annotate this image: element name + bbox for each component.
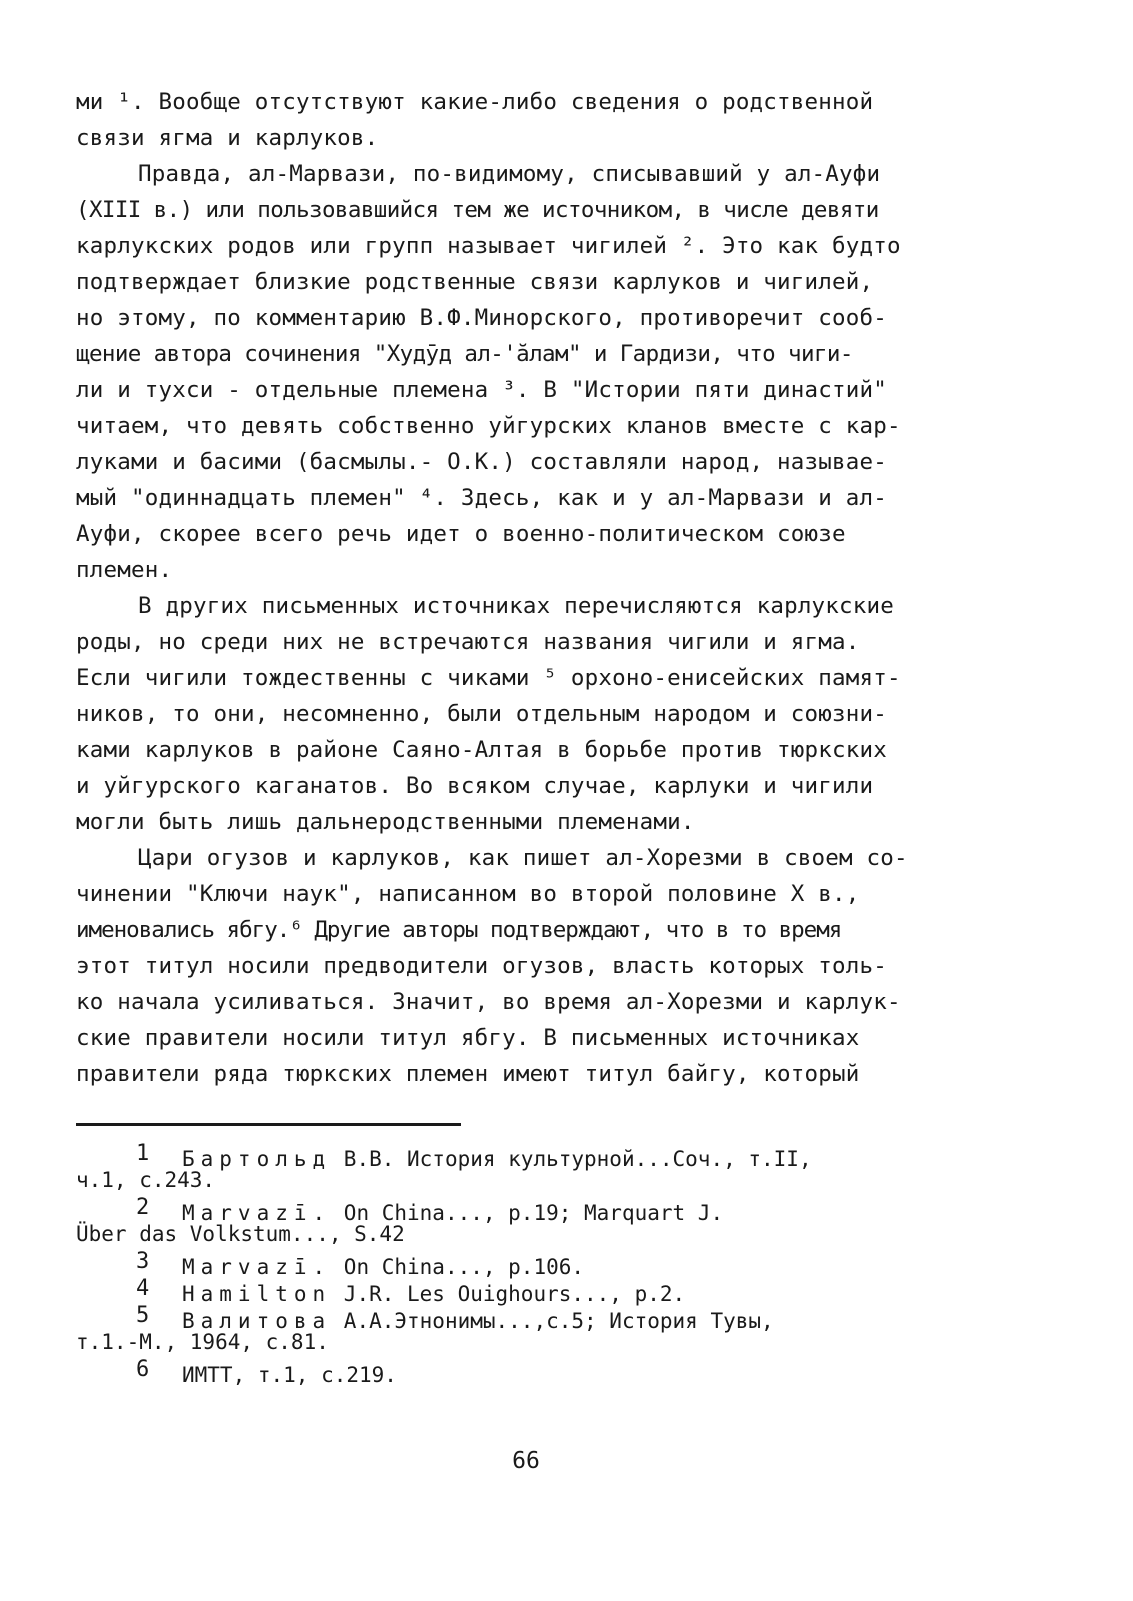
body-line: чинении "Ключи наук", написанном во второй половине X в.,: [76, 881, 860, 907]
body-line: Цари огузов и карлуков, как пишет ал-Хорезми в своем со-: [138, 845, 908, 871]
footnote-line: [76, 1221, 1044, 1248]
footnote-text: ИМТТ, т.1, с.219.: [182, 1363, 397, 1387]
footnote-text: On China..., p.106.: [331, 1255, 585, 1279]
footnote-line: [76, 1140, 1044, 1171]
body-line: и уйгурского каганатов. Во всяком случае, карлуки и чигили: [76, 773, 874, 799]
body-line: Если чигили тождественны с чиками ⁵ орхоно-енисейских памят-: [76, 665, 901, 691]
body-line: могли быть лишь дальнеродственными племенами.: [76, 809, 695, 835]
footnotes: [76, 1140, 1044, 1387]
body-line: ские правители носили титул ябгу. В письменных источниках: [76, 1025, 860, 1051]
body-line: ников, то они, несомненно, были отдельным народом и союзни-: [76, 701, 888, 727]
footnote-line: [76, 1194, 1044, 1225]
page-number: 66: [512, 1448, 540, 1474]
body-line: но этому, по комментарию В.Ф.Минорского, противоречит сооб-: [76, 305, 888, 331]
footnote-number: 5: [136, 1303, 150, 1328]
footnote-text: ч.1, с.243.: [76, 1168, 216, 1192]
footnote-line: [76, 1356, 1044, 1387]
body-line: щение автора сочинения "Худӯд ал-'ӑлам" и Гардизи, что чиги-: [76, 341, 853, 367]
body-line: роды, но среди них не встречаются названия чигили и ягма.: [76, 629, 860, 655]
body-line: читаем, что девять собственно уйгурских кланов вместе с кар-: [76, 413, 901, 439]
footnote-line: [76, 1248, 1044, 1279]
body-line: луками и басими (басмылы.- О.К.) составляли народ, называе-: [76, 449, 888, 475]
footnote-text: J.R. Les Ouighours..., p.2.: [331, 1282, 686, 1306]
body-line: В других письменных источниках перечисляются карлукские: [138, 593, 895, 619]
footnote-number: 1: [136, 1141, 150, 1166]
body-line: подтверждает близкие родственные связи карлуков и чигилей,: [76, 269, 874, 295]
footnote-number: 4: [136, 1276, 150, 1301]
footnote-number: 3: [136, 1249, 150, 1274]
footnote-text: Über das Volkstum..., S.42: [76, 1222, 405, 1246]
footnote-number: 6: [136, 1357, 150, 1382]
footnote-author: Hamilton: [182, 1282, 332, 1306]
body-text: [76, 84, 1044, 1092]
footnote-text: On China..., p.19; Marquart J.: [331, 1201, 724, 1225]
footnote-author: Валитова: [182, 1309, 332, 1333]
footnote-line: [76, 1302, 1044, 1333]
body-line: именовались ябгу.⁶ Другие авторы подтверждают, что в то время: [76, 917, 842, 943]
body-line: ко начала усиливаться. Значит, во время ал-Хорезми и карлук-: [76, 989, 901, 1015]
body-line: правители ряда тюркских племен имеют титул байгу, который: [76, 1061, 860, 1087]
body-line: племен.: [76, 557, 173, 583]
footnote-author: Marvazī.: [182, 1201, 332, 1225]
footnote-line: [76, 1329, 1044, 1356]
footnote-line: [76, 1167, 1044, 1194]
footnote-author: Бартольд: [182, 1147, 332, 1171]
footnote-text: В.В. История культурной...Соч., т.II,: [331, 1147, 812, 1171]
body-line: ли и тухси - отдельные племена ³. В "Истории пяти династий": [76, 377, 888, 403]
body-line: мый "одиннадцать племен" ⁴. Здесь, как и у ал-Марвази и ал-: [76, 485, 888, 511]
body-line: Ауфи, скорее всего речь идет о военно-политическом союзе: [76, 521, 846, 547]
footnote-text: т.1.-М., 1964, с.81.: [76, 1330, 329, 1354]
footnote-author: Marvazī.: [182, 1255, 332, 1279]
body-line: (XIII в.) или пользовавшийся тем же источником, в числе девяти: [76, 197, 879, 223]
body-line: Правда, ал-Марвази, по-видимому, списывавший у ал-Ауфи: [138, 161, 881, 187]
footnote-number: 2: [136, 1195, 150, 1220]
body-line: ми ¹. Вообще отсутствуют какие-либо сведения о родственной: [76, 89, 874, 115]
body-line: связи ягма и карлуков.: [76, 125, 379, 151]
body-line: этот титул носили предводители огузов, власть которых толь-: [76, 953, 888, 979]
footnote-line: [76, 1275, 1044, 1306]
footnote-separator: [76, 1123, 461, 1126]
body-line: ками карлуков в районе Саяно-Алтая в борьбе против тюркских: [76, 737, 888, 763]
footnote-text: А.А.Этнонимы...,с.5; История Тувы,: [331, 1309, 774, 1333]
body-line: карлукских родов или групп называет чигилей ². Это как будто: [76, 233, 901, 259]
